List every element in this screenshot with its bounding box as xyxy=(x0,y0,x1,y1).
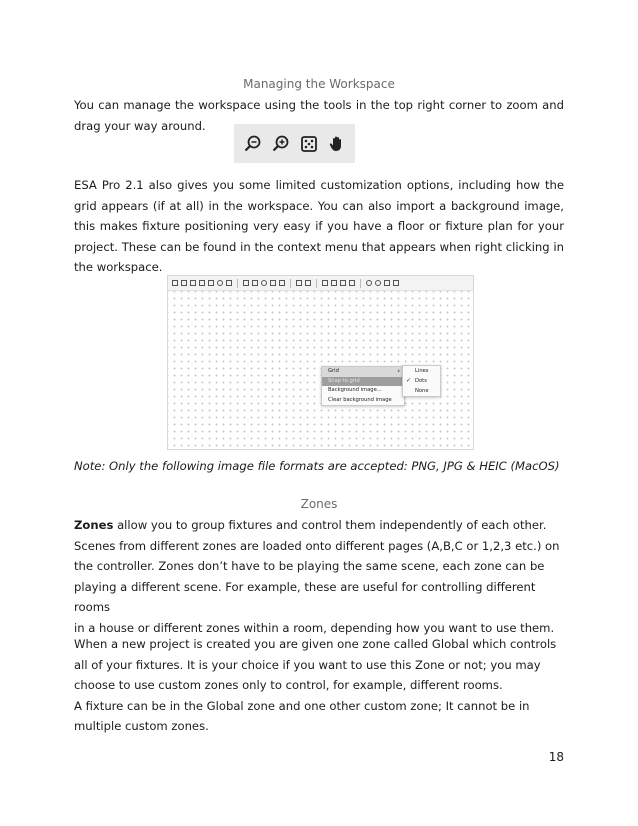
dots-tool-icon xyxy=(243,280,249,286)
context-menu xyxy=(321,366,405,406)
image-tool-icon xyxy=(181,280,187,286)
align-bottom-icon xyxy=(331,280,337,286)
context-menu-item-grid[interactable] xyxy=(322,367,404,377)
zones-line: choose to use custom zones only to control, for example, different rooms. xyxy=(74,678,503,692)
file-format-note: Note: Only the following image file formats are accepted: PNG, JPG & HEIC (MacOS) xyxy=(74,459,560,473)
submenu-item-dots[interactable] xyxy=(403,376,440,386)
zones-line: in a house or different zones within a room, depending how you want to use them. xyxy=(74,620,555,635)
section-heading-workspace: Managing the Workspace xyxy=(243,77,395,91)
fixture-tool-icon xyxy=(199,280,205,286)
zones-line: the controller. Zones don’t have to be playing the same scene, each zone can be xyxy=(74,559,545,573)
context-menu-item-snap[interactable]: Snap to grid xyxy=(322,377,404,387)
workspace-intro-paragraph: You can manage the workspace using the tools in the top right corner to zoom and drag your way around. xyxy=(74,98,564,133)
toolbar-separator xyxy=(290,279,291,288)
zones-line: multiple custom zones. xyxy=(74,719,209,733)
context-menu-item-background[interactable]: Background image... xyxy=(328,387,382,393)
submenu-item-lines[interactable]: Lines xyxy=(415,368,429,374)
align-top-icon xyxy=(322,280,328,286)
zones-paragraph-2 xyxy=(74,634,564,737)
zones-line-text: allow you to group fixtures and control them independently of each other. xyxy=(113,518,547,532)
zones-line: When a new project is created you are given one zone called Global which controls xyxy=(74,637,557,651)
submenu-item-none[interactable]: None xyxy=(415,388,429,394)
zones-line: A fixture can be in the Global zone and one other custom zone; It cannot be in xyxy=(74,698,530,713)
menu-item-label: Dots xyxy=(415,378,427,384)
grid-tool-icon xyxy=(172,280,178,286)
zones-line: Scenes from different zones are loaded onto different pages (A,B,C or 1,2,3 etc.) on xyxy=(74,538,560,553)
section-heading-zones: Zones xyxy=(300,497,338,511)
matrix-tool-icon xyxy=(190,280,196,286)
toolbar-separator xyxy=(316,279,317,288)
zoom-out-small-icon xyxy=(366,280,372,286)
fit-icon xyxy=(299,134,319,154)
distribute-v-icon xyxy=(305,280,311,286)
checkmark-icon: ✓ xyxy=(406,377,412,384)
zoom-in-small-icon xyxy=(375,280,381,286)
zones-line: all of your fixtures. It is your choice if you want to use this Zone or not; you may xyxy=(74,657,541,672)
chevron-right-icon: › xyxy=(397,367,400,375)
zones-paragraph-1-first-line xyxy=(74,515,564,536)
toolbar-separator xyxy=(237,279,238,288)
workspace-toolbar xyxy=(168,276,473,291)
menu-item-label: Grid xyxy=(328,368,339,374)
zoom-in-icon xyxy=(271,134,291,154)
align-left-icon xyxy=(340,280,346,286)
columns-arrange-icon xyxy=(279,280,285,286)
workspace-screenshot xyxy=(167,275,474,450)
distribute-h-icon xyxy=(296,280,302,286)
hand-small-icon xyxy=(393,280,399,286)
page-number: 18 xyxy=(548,750,564,764)
grid-submenu xyxy=(402,365,441,397)
pointer-tool-icon xyxy=(226,280,232,286)
zoom-out-icon xyxy=(243,134,263,154)
lasso-tool-icon xyxy=(217,280,223,286)
grid-arrange-icon xyxy=(270,280,276,286)
vertical-dots-icon xyxy=(252,280,258,286)
customization-paragraph: ESA Pro 2.1 also gives you some limited customization options, including how the grid appears (if at all) in the workspace. You can also import a background image, this makes fixture positioning very easy if you have a floor or fixture plan for your project. These can be found in the context menu that appears when right clicking in the workspace. xyxy=(74,178,564,274)
hand-drag-icon xyxy=(327,134,347,154)
rectangle-tool-icon xyxy=(208,280,214,286)
zones-line: playing a different scene. For example, these are useful for controlling different rooms xyxy=(74,579,536,614)
align-right-icon xyxy=(349,280,355,286)
zones-bold-term: Zones xyxy=(74,518,114,532)
context-menu-item-clear-background[interactable]: Clear background image xyxy=(328,396,392,403)
circle-arrange-icon xyxy=(261,280,267,286)
zoom-toolbar-image xyxy=(234,124,355,163)
fit-small-icon xyxy=(384,280,390,286)
zones-paragraph-1 xyxy=(74,515,564,638)
toolbar-separator xyxy=(360,279,361,288)
